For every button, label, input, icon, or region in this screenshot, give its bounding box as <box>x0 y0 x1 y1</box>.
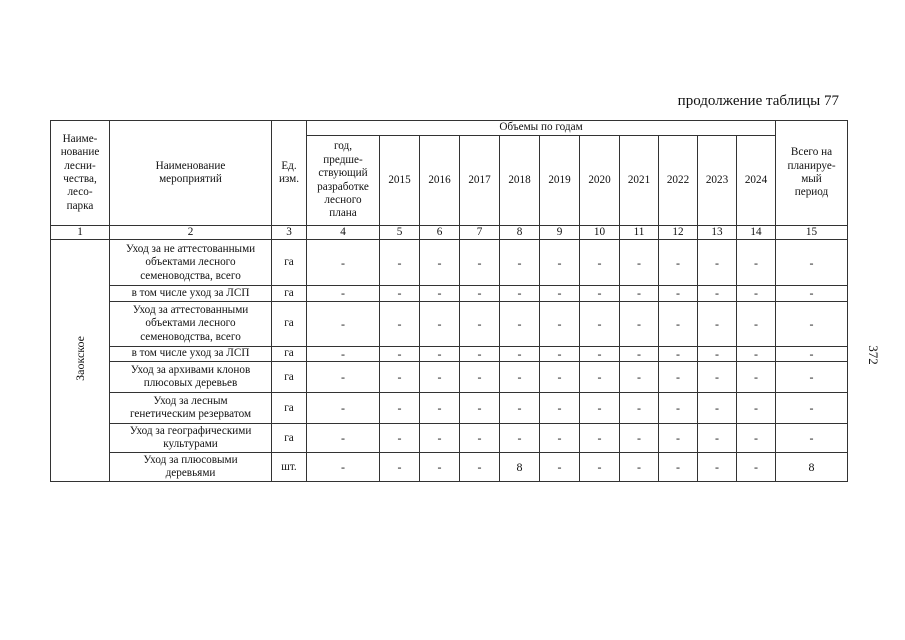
value-cell: - <box>500 346 540 361</box>
table-row <box>51 346 848 361</box>
value-cell: - <box>420 393 460 424</box>
page-number: 372 <box>866 345 881 365</box>
value-cell: - <box>380 346 420 361</box>
forestry-name-cell <box>51 240 110 482</box>
value-cell: - <box>307 393 380 424</box>
value-cell: - <box>580 424 620 453</box>
value-cell: - <box>380 286 420 301</box>
header-row-top <box>51 121 848 136</box>
header-year: 2017 <box>460 136 500 226</box>
value-cell: - <box>659 453 698 482</box>
value-cell: - <box>698 240 737 286</box>
column-number: 10 <box>580 226 620 240</box>
value-cell: - <box>620 453 659 482</box>
column-number: 9 <box>540 226 580 240</box>
header-year: 2021 <box>620 136 659 226</box>
column-number: 6 <box>420 226 460 240</box>
header-year: 2015 <box>380 136 420 226</box>
value-cell: - <box>307 453 380 482</box>
value-cell: - <box>580 240 620 286</box>
table-row <box>51 393 848 424</box>
forestry-name: Заокское <box>72 336 87 382</box>
value-cell: - <box>460 424 500 453</box>
value-cell: - <box>540 362 580 393</box>
header-volumes-by-year: Объемы по годам <box>307 121 776 136</box>
value-cell: - <box>580 286 620 301</box>
value-cell: - <box>500 393 540 424</box>
value-cell: - <box>420 286 460 301</box>
header-year: 2020 <box>580 136 620 226</box>
header-year: 2016 <box>420 136 460 226</box>
header-total-period: Всего на планируе- мый период <box>776 121 848 226</box>
value-cell: - <box>420 301 460 346</box>
value-cell: - <box>540 286 580 301</box>
value-cell: - <box>500 286 540 301</box>
value-cell: - <box>460 301 500 346</box>
value-cell: - <box>776 362 848 393</box>
value-cell: - <box>737 301 776 346</box>
value-cell: - <box>540 424 580 453</box>
unit-cell: га <box>272 393 307 424</box>
value-cell: - <box>460 393 500 424</box>
value-cell: - <box>776 346 848 361</box>
column-number: 7 <box>460 226 500 240</box>
value-cell: - <box>659 346 698 361</box>
value-cell: - <box>776 240 848 286</box>
column-number: 1 <box>51 226 110 240</box>
column-number: 5 <box>380 226 420 240</box>
activity-name: в том числе уход за ЛСП <box>110 346 272 361</box>
value-cell: - <box>659 393 698 424</box>
table-row <box>51 240 848 286</box>
unit-cell: га <box>272 240 307 286</box>
value-cell: - <box>698 346 737 361</box>
value-cell: - <box>307 424 380 453</box>
table-row <box>51 286 848 301</box>
unit-cell: га <box>272 301 307 346</box>
unit-cell: шт. <box>272 453 307 482</box>
value-cell: - <box>500 301 540 346</box>
value-cell: - <box>620 393 659 424</box>
value-cell: - <box>776 393 848 424</box>
value-cell: - <box>776 286 848 301</box>
value-cell: - <box>420 346 460 361</box>
column-number: 15 <box>776 226 848 240</box>
header-activity-name: Наименование мероприятий <box>110 121 272 226</box>
value-cell: - <box>659 240 698 286</box>
value-cell: - <box>460 240 500 286</box>
value-cell: - <box>460 346 500 361</box>
value-cell: - <box>460 453 500 482</box>
header-previous-year: год, предше- ствующий разработке лесного плана <box>307 136 380 226</box>
value-cell: - <box>540 346 580 361</box>
value-cell: - <box>776 424 848 453</box>
value-cell: - <box>500 424 540 453</box>
header-unit: Ед. изм. <box>272 121 307 226</box>
value-cell: - <box>580 301 620 346</box>
activity-name: Уход за не аттестованными объектами лесного семеноводства, всего <box>110 240 272 286</box>
unit-cell: га <box>272 346 307 361</box>
value-cell: - <box>659 424 698 453</box>
value-cell: - <box>500 240 540 286</box>
value-cell: - <box>737 346 776 361</box>
value-cell: - <box>420 362 460 393</box>
value-cell: - <box>540 301 580 346</box>
value-cell: - <box>420 240 460 286</box>
value-cell: - <box>380 453 420 482</box>
unit-cell: га <box>272 362 307 393</box>
column-number: 4 <box>307 226 380 240</box>
forestry-works-table <box>50 120 848 482</box>
activity-name: Уход за плюсовыми деревьями <box>110 453 272 482</box>
value-cell: - <box>307 286 380 301</box>
activity-name: Уход за аттестованными объектами лесного семеноводства, всего <box>110 301 272 346</box>
value-cell: - <box>698 424 737 453</box>
value-cell: - <box>420 424 460 453</box>
value-cell: - <box>540 453 580 482</box>
table-row <box>51 453 848 482</box>
value-cell: - <box>737 240 776 286</box>
value-cell: - <box>420 453 460 482</box>
value-cell: - <box>620 301 659 346</box>
column-number: 13 <box>698 226 737 240</box>
value-cell: - <box>659 301 698 346</box>
value-cell: - <box>380 424 420 453</box>
header-forestry-name: Наиме- нование лесни- чества, лесо- парка <box>51 121 110 226</box>
value-cell: - <box>580 346 620 361</box>
value-cell: - <box>620 346 659 361</box>
value-cell: - <box>307 301 380 346</box>
activity-name: Уход за архивами клонов плюсовых деревьев <box>110 362 272 393</box>
value-cell: 8 <box>500 453 540 482</box>
header-year: 2024 <box>737 136 776 226</box>
column-number: 12 <box>659 226 698 240</box>
value-cell: - <box>737 424 776 453</box>
value-cell: - <box>500 362 540 393</box>
value-cell: - <box>620 362 659 393</box>
header-year: 2019 <box>540 136 580 226</box>
header-year: 2022 <box>659 136 698 226</box>
activity-name: в том числе уход за ЛСП <box>110 286 272 301</box>
unit-cell: га <box>272 286 307 301</box>
value-cell: - <box>698 301 737 346</box>
unit-cell: га <box>272 424 307 453</box>
header-year: 2023 <box>698 136 737 226</box>
value-cell: - <box>620 240 659 286</box>
header-year: 2018 <box>500 136 540 226</box>
column-number: 8 <box>500 226 540 240</box>
value-cell: - <box>620 424 659 453</box>
value-cell: - <box>698 286 737 301</box>
value-cell: - <box>698 453 737 482</box>
value-cell: - <box>737 393 776 424</box>
value-cell: - <box>580 453 620 482</box>
column-number-row <box>51 226 848 240</box>
table-caption: продолжение таблицы 77 <box>677 93 839 109</box>
activity-name: Уход за лесным генетическим резерватом <box>110 393 272 424</box>
value-cell: - <box>776 301 848 346</box>
value-cell: - <box>380 240 420 286</box>
value-cell: - <box>380 301 420 346</box>
column-number: 2 <box>110 226 272 240</box>
value-cell: - <box>540 240 580 286</box>
value-cell: - <box>737 286 776 301</box>
table-row <box>51 301 848 346</box>
value-cell: - <box>540 393 580 424</box>
value-cell: - <box>659 362 698 393</box>
value-cell: - <box>737 453 776 482</box>
table-row <box>51 362 848 393</box>
value-cell: - <box>380 362 420 393</box>
value-cell: - <box>307 362 380 393</box>
value-cell: - <box>698 362 737 393</box>
activity-name: Уход за географическими культурами <box>110 424 272 453</box>
value-cell: - <box>460 286 500 301</box>
column-number: 14 <box>737 226 776 240</box>
value-cell: - <box>620 286 659 301</box>
value-cell: - <box>737 362 776 393</box>
value-cell: - <box>307 346 380 361</box>
value-cell: - <box>460 362 500 393</box>
column-number: 11 <box>620 226 659 240</box>
value-cell: - <box>307 240 380 286</box>
value-cell: 8 <box>776 453 848 482</box>
value-cell: - <box>580 393 620 424</box>
value-cell: - <box>580 362 620 393</box>
value-cell: - <box>698 393 737 424</box>
value-cell: - <box>380 393 420 424</box>
table-row <box>51 424 848 453</box>
value-cell: - <box>659 286 698 301</box>
column-number: 3 <box>272 226 307 240</box>
